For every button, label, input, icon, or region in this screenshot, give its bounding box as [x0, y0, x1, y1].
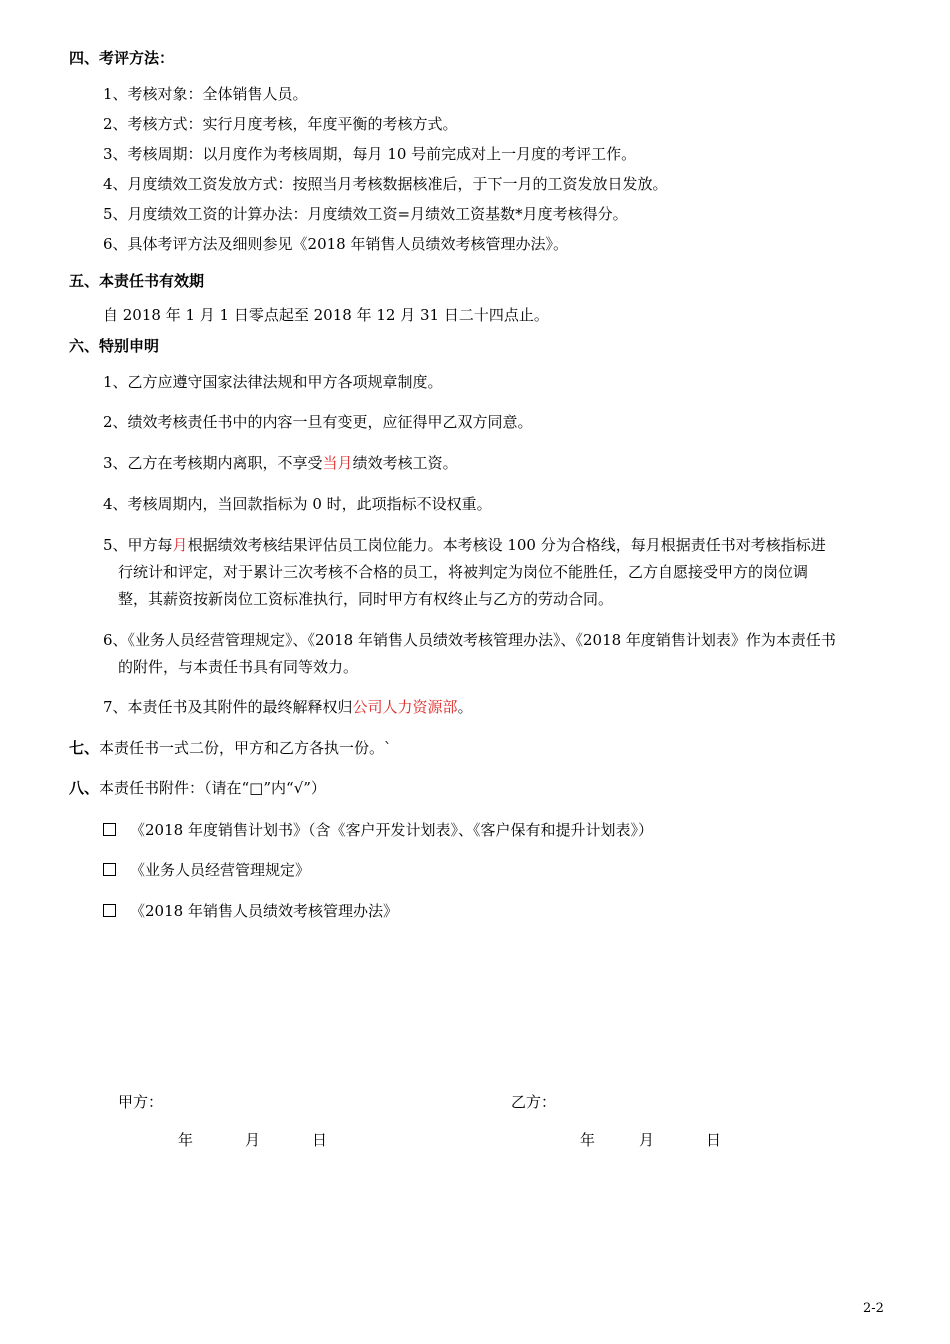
sec6-item-5-highlight: 月: [172, 536, 188, 554]
sec6-item-7: [103, 697, 473, 717]
section-8-text: 本责任书附件：（请在“□”内“√”）: [99, 779, 326, 797]
validity-period-text: 自 2018 年 1 月 1 日零点起至 2018 年 12 月 31 日二十四点止。: [103, 306, 549, 324]
sec6-item-3-part-a: 3、乙方在考核期内离职，不享受: [103, 454, 323, 472]
sec6-item-3: [103, 453, 458, 473]
section-4-title: 四、考评方法：: [69, 49, 175, 67]
sec6-item-1: 1、乙方应遵守国家法律法规和甲方各项规章制度。: [103, 373, 443, 391]
section-7-text: 本责任书一式二份，甲方和乙方各执一份。`: [99, 739, 392, 757]
party-a-day-label: 日: [312, 1131, 328, 1149]
sec6-item-6-line-2: 的附件，与本责任书具有同等效力。: [118, 658, 359, 676]
party-b-year-label: 年: [580, 1131, 596, 1149]
sec6-item-2: 2、绩效考核责任书中的内容一旦有变更，应征得甲乙双方同意。: [103, 413, 533, 431]
sec6-item-5-line-2: 行统计和评定，对于累计三次考核不合格的员工，将被判定为岗位不能胜任，乙方自愿接受甲方的岗位调: [118, 563, 809, 581]
checkbox-icon[interactable]: [103, 904, 116, 917]
party-b-month-label: 月: [639, 1131, 655, 1149]
attachment-label-3: 《2018 年销售人员绩效考核管理办法》: [130, 902, 398, 920]
sec4-item-3: 3、考核周期：以月度作为考核周期，每月 10 号前完成对上一月度的考评工作。: [103, 145, 637, 163]
page-number: 2-2: [863, 1301, 884, 1316]
sec6-item-5-part-a: 5、甲方每: [103, 536, 173, 554]
attachment-item-1: [103, 820, 653, 840]
sec6-item-5-line-1: [103, 535, 826, 555]
sec4-item-5: 5、月度绩效工资的计算办法：月度绩效工资=月绩效工资基数*月度考核得分。: [103, 205, 628, 223]
sec6-item-5-line-3: 整，其薪资按新岗位工资标准执行，同时甲方有权终止与乙方的劳动合同。: [118, 590, 614, 608]
attachment-item-2: [103, 860, 310, 880]
section-7: [69, 738, 392, 758]
checkbox-icon[interactable]: [103, 823, 116, 836]
sec6-item-6-line-1: 6、《业务人员经营管理规定》、《2018 年销售人员绩效考核管理办法》、《2018 年度销售计划表》作为本责任书: [103, 631, 836, 649]
section-8: [69, 778, 326, 798]
party-a-signature-label: 甲方：: [118, 1093, 164, 1111]
sec4-item-4: 4、月度绩效工资发放方式：按照当月考核数据核准后，于下一月的工资发放日发放。: [103, 175, 668, 193]
section-5-title: 五、本责任书有效期: [69, 272, 205, 290]
attachment-label-2: 《业务人员经营管理规定》: [130, 861, 311, 879]
sec6-item-7-highlight: 公司人力资源部: [352, 698, 458, 716]
sec6-item-7-part-a: 7、本责任书及其附件的最终解释权归: [103, 698, 353, 716]
sec4-item-6: 6、具体考评方法及细则参见《2018 年销售人员绩效考核管理办法》。: [103, 235, 568, 253]
section-6-title: 六、特别申明: [69, 337, 160, 355]
sec6-item-7-part-b: 。: [457, 698, 473, 716]
section-7-number: 七、: [69, 739, 100, 757]
party-b-signature-label: 乙方：: [511, 1093, 557, 1111]
attachment-label-1: 《2018 年度销售计划书》（含《客户开发计划表》、《客户保有和提升计划表》）: [130, 821, 653, 839]
party-a-year-label: 年: [178, 1131, 194, 1149]
party-b-day-label: 日: [706, 1131, 722, 1149]
sec6-item-3-highlight: 当月: [322, 454, 353, 472]
party-a-month-label: 月: [245, 1131, 261, 1149]
sec6-item-5-part-b: 根据绩效考核结果评估员工岗位能力。本考核设 100 分为合格线，每月根据责任书对考核指标进: [187, 536, 826, 554]
sec4-item-2: 2、考核方式：实行月度考核，年度平衡的考核方式。: [103, 115, 458, 133]
sec6-item-4: 4、考核周期内，当回款指标为 0 时，此项指标不设权重。: [103, 495, 492, 513]
sec4-item-1: 1、考核对象：全体销售人员。: [103, 85, 308, 103]
section-8-number: 八、: [69, 779, 100, 797]
checkbox-icon[interactable]: [103, 863, 116, 876]
attachment-item-3: [103, 901, 398, 921]
sec6-item-3-part-b: 绩效考核工资。: [352, 454, 458, 472]
